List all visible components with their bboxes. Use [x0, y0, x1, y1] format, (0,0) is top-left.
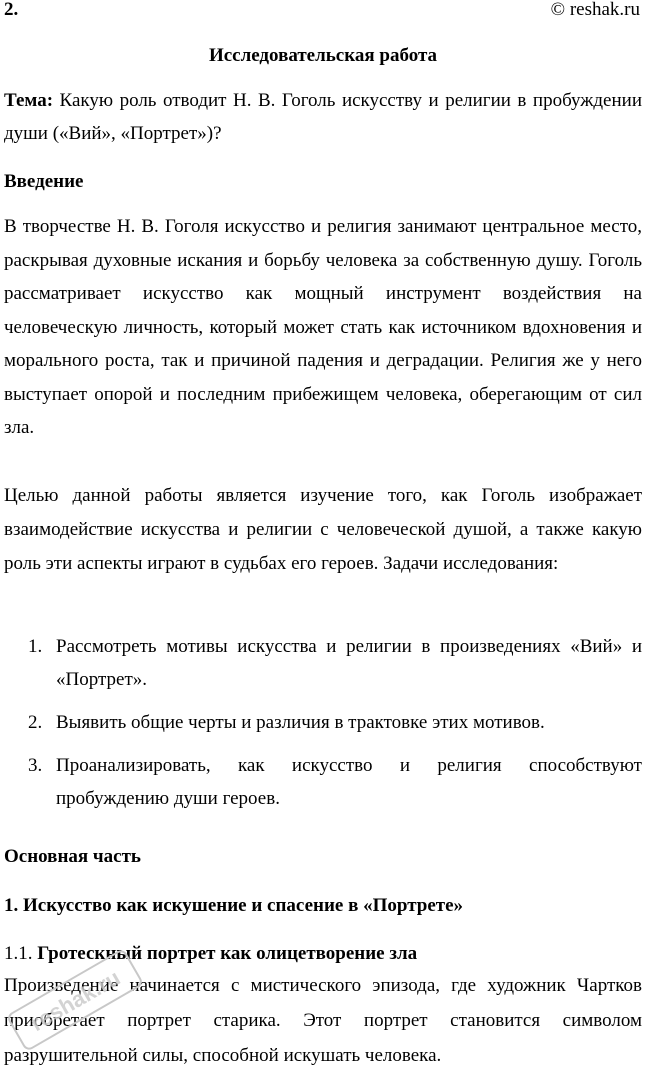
page-number: 2.: [4, 0, 19, 20]
list-item: [4, 706, 642, 739]
list-item-number: 2.: [28, 712, 43, 733]
intro-paragraph-1: В творчестве Н. В. Гоголя искусство и религия занимают центральное место, раскрывая духовные искания и борьбу человека за собственную душу. Гоголь рассматривает искусство как мощный инструмент воздействия на человеческую личность, который может стать как источником вдохновения и морального роста, так и причиной падения и деградации. Религия же у него выступает опорой и последним прибежищем человека, оберегающим от сил зла.: [4, 216, 642, 438]
section-1-heading: 1. Искусство как искушение и спасение в «Портрете»: [4, 895, 464, 916]
document-title: Исследовательская работа: [208, 45, 438, 66]
list-item-number: 1.: [28, 636, 43, 657]
list-item-text: Проанализировать, как искусство и религия способствуют пробуждению души героев.: [56, 755, 642, 809]
subsection-title: Гротескный портрет как олицетворение зла: [37, 943, 418, 964]
watermark-text: reshak.ru: [26, 964, 125, 1037]
topic-text: Какую роль отводит Н. В. Гоголь искусству и религии в пробуждении души («Вий», «Портрет»)?: [4, 90, 642, 144]
list-item-text: Выявить общие черты и различия в трактовке этих мотивов.: [56, 712, 545, 733]
list-item-number: 3.: [28, 755, 43, 776]
body-paragraph: Произведение начинается с мистического эпизода, где художник Чартков приобретает портрет старика. Этот портрет становится символом разрушительной силы, способной искушать человека.: [4, 975, 642, 1066]
list-item-text: Рассмотреть мотивы искусства и религии в произведениях «Вий» и «Портрет».: [56, 636, 642, 690]
list-item: [4, 630, 642, 696]
task-list: [4, 630, 642, 825]
topic-paragraph: [4, 84, 642, 150]
main-part-heading: Основная часть: [4, 846, 141, 867]
subsection-number: 1.1.: [4, 943, 33, 964]
topic-label: Тема:: [4, 90, 54, 111]
subsection-heading: [4, 938, 642, 970]
list-item: [4, 749, 642, 815]
intro-paragraph-2: Целью данной работы является изучение того, как Гоголь изображает взаимодействие искусства и религии с человеческой душой, а также какую роль эти аспекты играют в судьбах его героев. Задачи исследования:: [4, 485, 642, 574]
intro-heading: Введение: [4, 171, 84, 192]
copyright-notice: © reshak.ru: [550, 0, 640, 20]
